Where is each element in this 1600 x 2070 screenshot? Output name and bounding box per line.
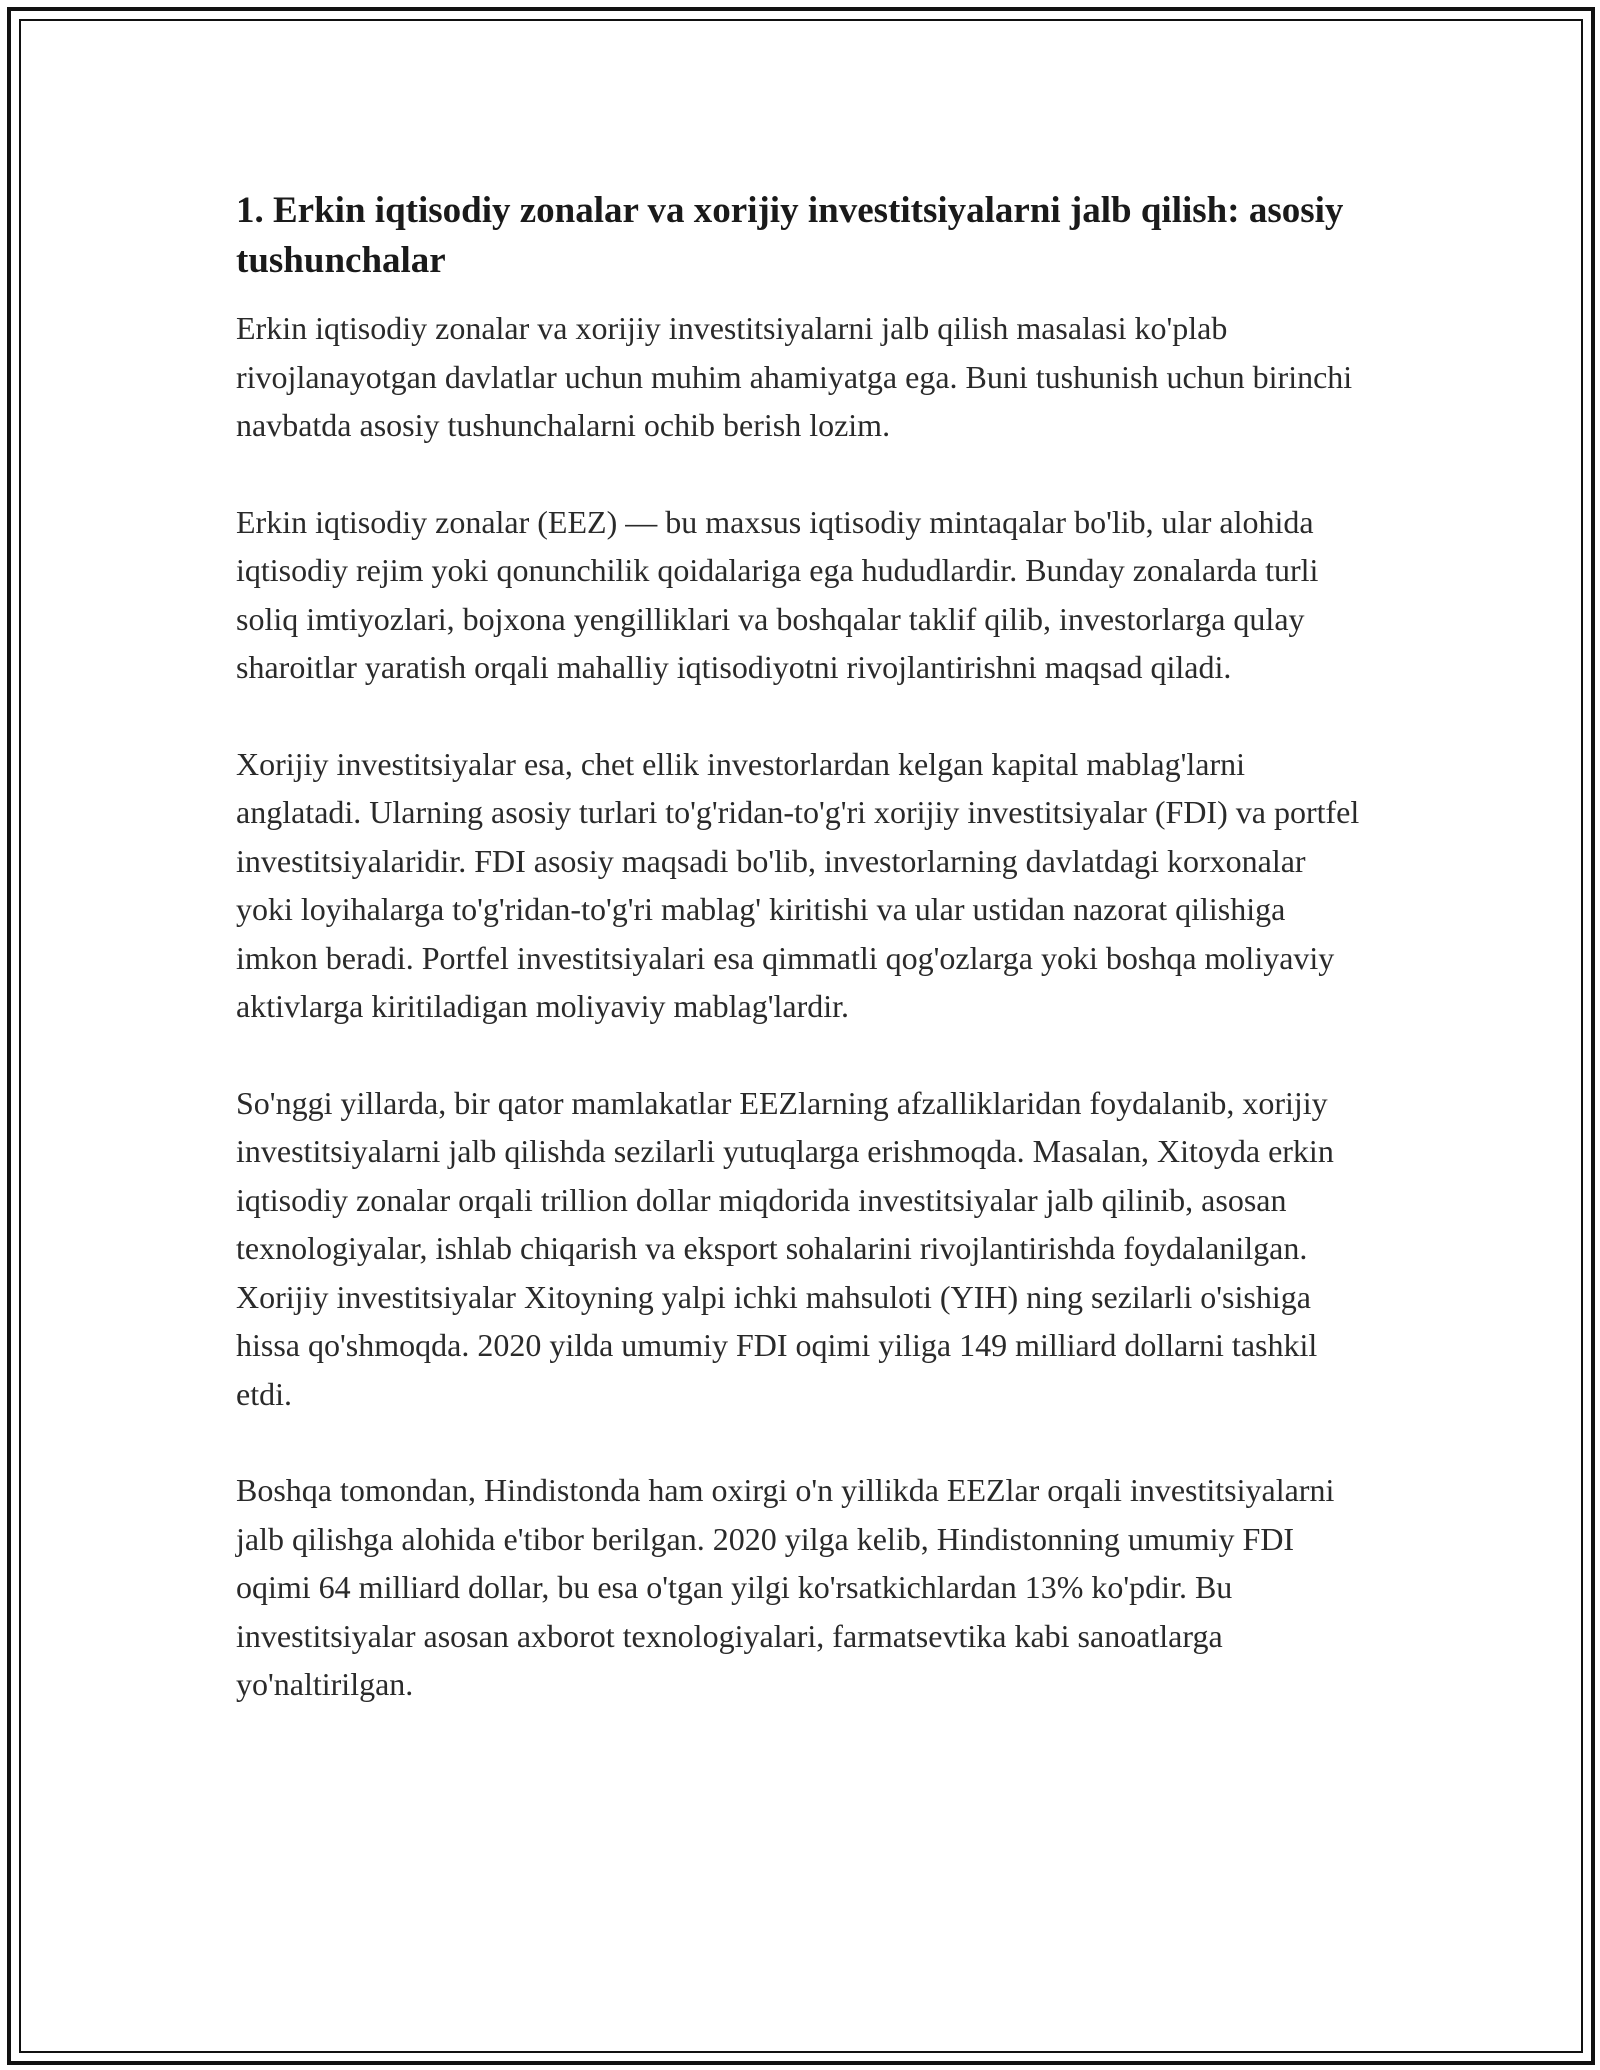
paragraph-china-example: So'nggi yillarda, bir qator mamlakatlar EEZlarning afzalliklaridan foydalanib, xorijiy investitsiyalarni jalb qilishda sezilarli yutuqlarga erishmoqda. Masalan, Xitoyda erkin iqtisodiy zonalar orqali trillion dollar miqdorida investitsiyalar jalb qilinib, asosan texnologiyalar, ishlab chiqarish va eksport sohalarini rivojlantirishda foydalanilgan. Xorijiy investitsiyalar Xitoyning yalpi ichki mahsuloti (YIH) ning sezilarli o'sishiga hissa qo'shmoqda. 2020 yilda umumiy FDI oqimi yiliga 149 milliard dollarni tashkil etdi.	[236, 1084, 1334, 1412]
paragraph-eez-definition: Erkin iqtisodiy zonalar (EEZ) — bu maxsus iqtisodiy mintaqalar bo'lib, ular alohida iqtisodiy rejim yoki qonunchilik qoidalariga ega hududlardir. Bunday zonalarda turli soliq imtiyozlari, bojxona yengilliklari va boshqalar taklif qilib, investorlarga qulay sharoitlar yaratish orqali mahalliy iqtisodiyotni rivojlantirishni maqsad qiladi.	[236, 503, 1319, 685]
document-content	[236, 186, 1366, 1757]
paragraph-india-example: Boshqa tomondan, Hindistonda ham oxirgi o'n yillikda EEZlar orqali investitsiyalarni jalb qilishga alohida e'tibor berilgan. 2020 yilga kelib, Hindistonning umumiy FDI oqimi 64 milliard dollar, bu esa o'tgan yilgi ko'rsatkichlardan 13% ko'pdir. Bu investitsiyalar asosan axborot texnologiyalari, farmatsevtika kabi sanoatlarga yo'naltirilgan.	[236, 1472, 1335, 1702]
paragraph-foreign-investment: Xorijiy investitsiyalar esa, chet ellik investorlardan kelgan kapital mablag'larni anglatadi. Ularning asosiy turlari to'g'ridan-to'g'ri xorijiy investitsiyalar (FDI) va portfel investitsiyalaridir. FDI asosiy maqsadi bo'lib, investorlarning davlatdagi korxonalar yoki loyihalarga to'g'ridan-to'g'ri mablag' kiritishi va ular ustidan nazorat qilishiga imkon beradi. Portfel investitsiyalari esa qimmatli qog'ozlarga yoki boshqa moliyaviy aktivlarga kiritiladigan moliyaviy mablag'lardir.	[236, 745, 1360, 1024]
section-heading: 1. Erkin iqtisodiy zonalar va xorijiy investitsiyalarni jalb qilish: asosiy tushunchalar	[236, 190, 1344, 281]
paragraph-intro: Erkin iqtisodiy zonalar va xorijiy investitsiyalarni jalb qilish masalasi ko'plab rivojlanayotgan davlatlar uchun muhim ahamiyatga ega. Buni tushunish uchun birinchi navbatda asosiy tushunchalarni ochib berish lozim.	[236, 310, 1353, 443]
